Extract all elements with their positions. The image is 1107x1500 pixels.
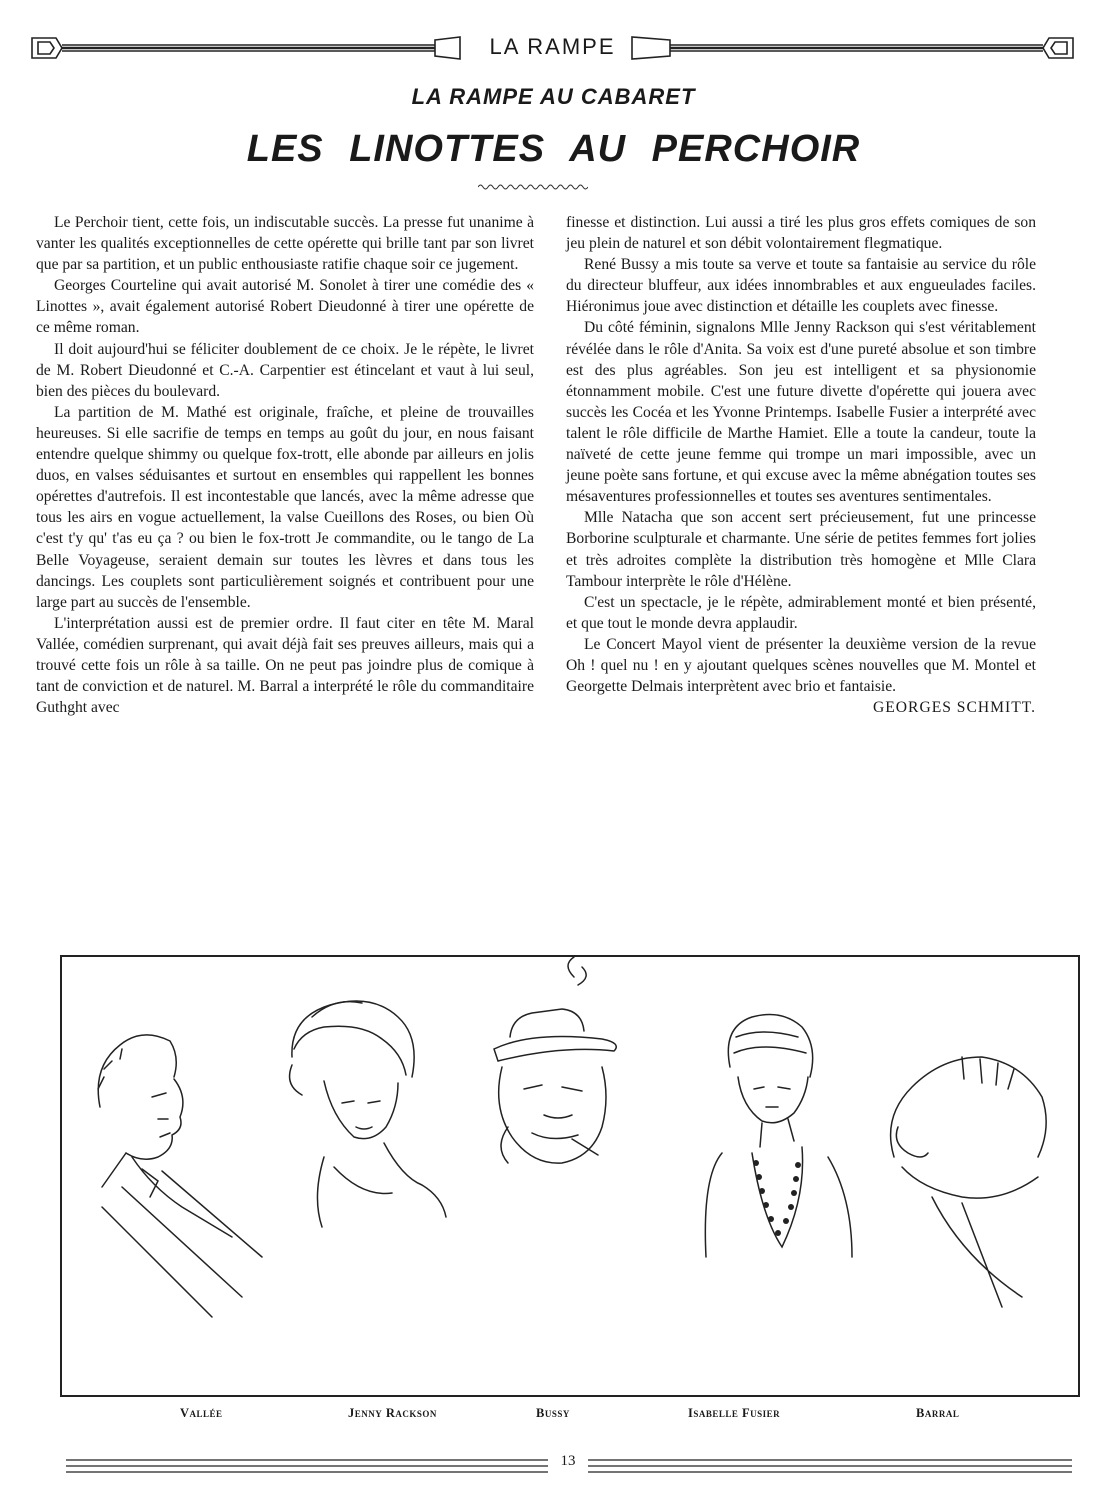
paragraph: C'est un spectacle, je le répète, admirablement monté et bien présenté, et que tout le monde devra applaudir. (566, 593, 1036, 632)
masthead (30, 28, 1075, 68)
paragraph: La partition de M. Mathé est originale, fraîche, et pleine de trouvailles heureuses. Si elle sacrifie de temps en temps au goût du jour, en nous faisant entendre quelque shimmy ou quelque fox-trott, elle abonde par ailleurs en jolis duos, en valses séduisantes et surtout en ensembles qui rappellent les bonnes opérettes d'autrefois. Il est incontestable que lancés, avec la même adresse que tous les airs en vogue actuellement, la valse Cueillons des Roses, ou bien Où c'est t'y qu' t'as eu ça ? ou bien le fox-trott Je commandite, ou le tango de La Belle Voyageuse, seraient demain sur toutes les lèvres et dans tous les dancings. Les couplets sont particulièrement soignés et contribuent pour une large part au succès de l'ensemble. (36, 403, 534, 611)
paragraph: L'interprétation aussi est de premier ordre. Il faut citer en tête M. Maral Vallée, comédien surprenant, qui avait déjà fait ses preuves ailleurs, mais qui a trouvé cette fois un rôle à sa taille. On ne peut pas joindre plus de comique à tant de conviction et de naturel. M. Barral a interprété le rôle du commanditaire Guthght avec (36, 614, 534, 717)
paragraph: Georges Courteline qui avait autorisé M. Sonolet à tirer une comédie des « Linottes », avait également autorisé Robert Dieudonné à tirer une opérette de ce même roman. (36, 277, 534, 337)
caricature-fusier (705, 1015, 852, 1257)
caricature-bussy (494, 957, 616, 1163)
paragraph: finesse et distinction. Lui aussi a tiré les plus gros effets comiques de son jeu plein de naturel et son débit volontairement flegmatique. (566, 214, 1036, 253)
caricature-vallee (98, 1035, 262, 1317)
article-column-right (566, 212, 1036, 718)
paragraph: René Bussy a mis toute sa verve et toute sa fantaisie au service du rôle du directeur bluffeur, aux idées innombrables et aux engueulades faciles. Hiéronimus joue avec distinction et détaille les couplets avec finesse. (566, 256, 1036, 316)
article-headline: LES LINOTTES AU PERCHOIR (246, 128, 861, 170)
paragraph: Le Concert Mayol vient de présenter la deuxième version de la revue Oh ! quel nu ! en y ajoutant quelques scènes nouvelles que M. Montel et Georgette Delmais interprètent avec brio et fantaisie. (566, 635, 1036, 696)
caricature-barral (891, 1057, 1047, 1307)
paragraph: Il doit aujourd'hui se féliciter doublement de ce choix. Je le répète, le livret de M. Robert Dieudonné et C.-A. Carpentier est étincelant et vaut à lui seul, bien des pièces du boulevard. (36, 340, 534, 400)
journal-title: LA RAMPE (489, 34, 616, 59)
caricature-rackson (290, 1001, 446, 1227)
caricature-sketches (62, 957, 1078, 1395)
section-kicker: LA RAMPE AU CABARET (411, 84, 696, 109)
caption-bussy: Bussy (536, 1406, 570, 1420)
paragraph: Le Perchoir tient, cette fois, un indiscutable succès. La presse fut unanime à vanter les qualités exceptionnelles de cette opérette qui brille tant par son livret que par sa partition, et un public enthousiaste ratifie chaque soir ce jugement. (36, 214, 534, 274)
caption-barral: Barral (916, 1406, 960, 1420)
necklace-beads (753, 1160, 801, 1236)
caricature-illustration (60, 955, 1080, 1397)
caption-vallee: Vallée (180, 1406, 223, 1420)
page-number: 13 (560, 1453, 576, 1469)
caption-fusier: Isabelle Fusier (688, 1406, 781, 1420)
paragraph: Du côté féminin, signalons Mlle Jenny Rackson qui s'est véritablement révélée dans le rôle d'Anita. Sa voix est d'une pureté absolue et son timbre est des plus agréables. Son jeu est intelligent et sa physionomie étonnamment mobile. C'est une future divette d'opérette qui jouera avec succès les Cocéa et les Yvonne Printemps. Isabelle Fusier a interprété avec talent le rôle difficile de Marthe Hamiet. Elle a toute la candeur, toute la naïveté de cette jeune femme qui trompe un mari impossible, avec un jeune poète sans fortune, et qui excuse avec la même abnégation toutes ses mésaventures professionnelles et toutes ses aventures sentimentales. (566, 319, 1036, 506)
caption-rackson: Jenny Rackson (348, 1406, 437, 1420)
paragraph: Mlle Natacha que son accent sert précieusement, fut une princesse Borborine sculpturale et charmante. Une série de petites femmes fort jolies et très adroites complète la distribution très homogène et Mlle Clara Tambour interprète le rôle d'Hélène. (566, 509, 1036, 590)
author-signature: GEORGES SCHMITT. (873, 699, 1036, 717)
article-column-left (36, 212, 534, 718)
page-footer (60, 1450, 1076, 1480)
title-ornament (478, 183, 588, 191)
